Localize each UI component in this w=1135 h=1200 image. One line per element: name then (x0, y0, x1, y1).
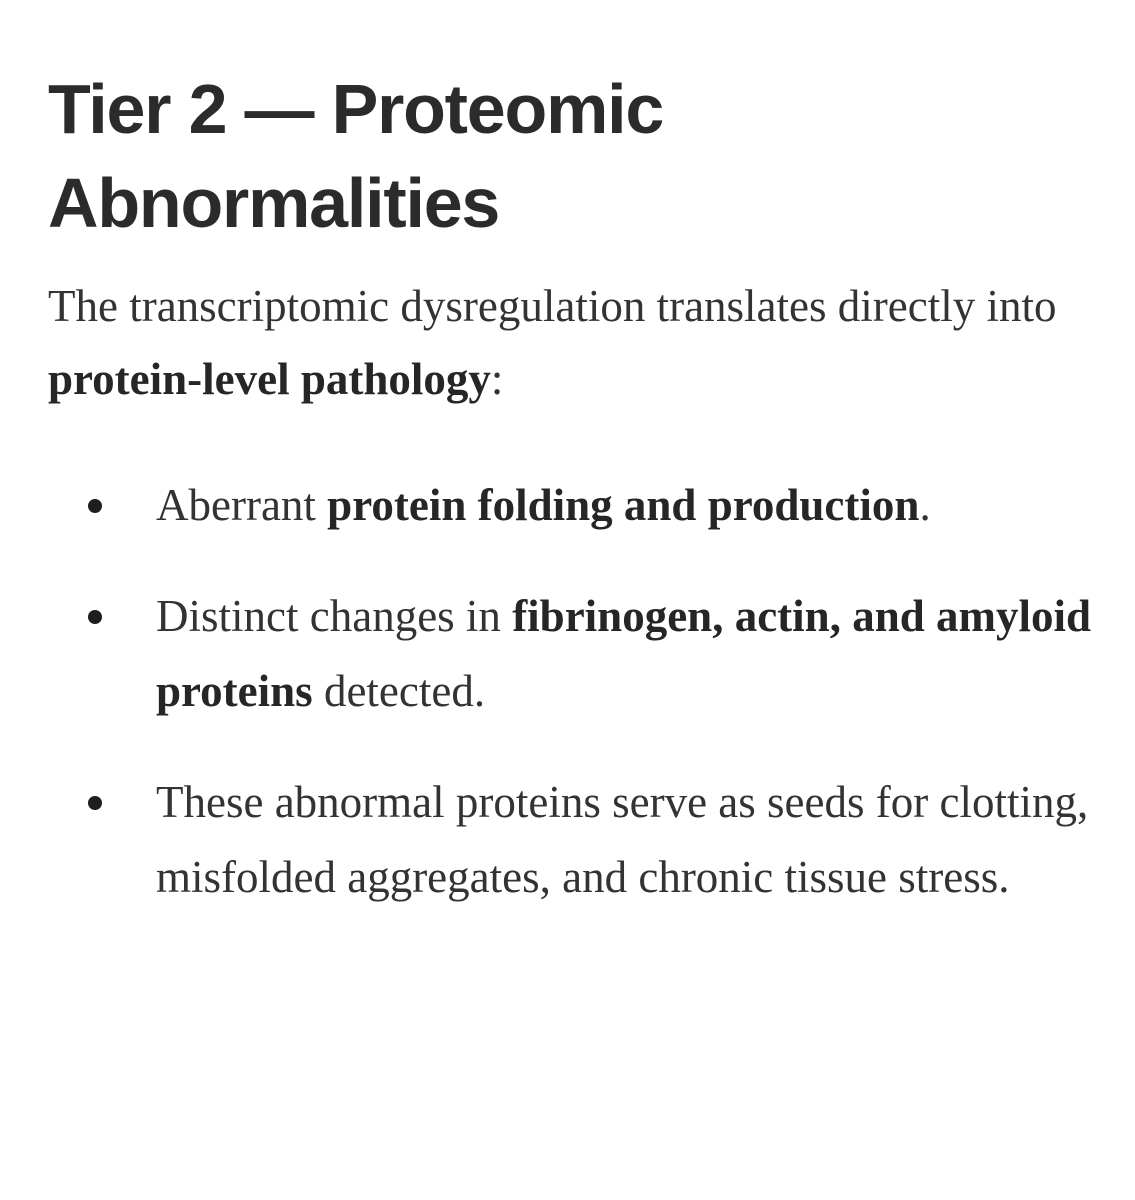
list-item-suffix: detected. (312, 666, 486, 716)
intro-emphasis: protein-level pathology (48, 354, 491, 404)
bullet-list (48, 468, 1123, 915)
list-item-emphasis: fibrinogen, actin, and amyloid proteins (156, 591, 1092, 716)
bullet-icon (88, 796, 102, 810)
list-item-emphasis: protein folding and production (327, 480, 920, 530)
bullet-icon (88, 499, 102, 513)
bullet-icon (88, 610, 102, 624)
list-item (48, 468, 1123, 543)
section-heading (48, 62, 1123, 250)
list-item-text: Aberrant (156, 480, 328, 530)
list-item-suffix: . (919, 480, 931, 530)
intro-suffix: : (490, 354, 504, 404)
heading-line-2: Abnormalities (48, 164, 500, 242)
article (48, 62, 1123, 951)
heading-line-1: Tier 2 — Proteomic (48, 70, 664, 148)
list-item (48, 579, 1123, 729)
intro-paragraph (48, 270, 1123, 416)
list-item-text: Distinct changes in (156, 591, 513, 641)
intro-text: The transcriptomic dysregulation translates directly into (48, 281, 1057, 331)
list-item-text: These abnormal proteins serve as seeds for clotting, misfolded aggregates, and chronic tissue stress. (156, 777, 1089, 902)
list-item (48, 765, 1123, 915)
